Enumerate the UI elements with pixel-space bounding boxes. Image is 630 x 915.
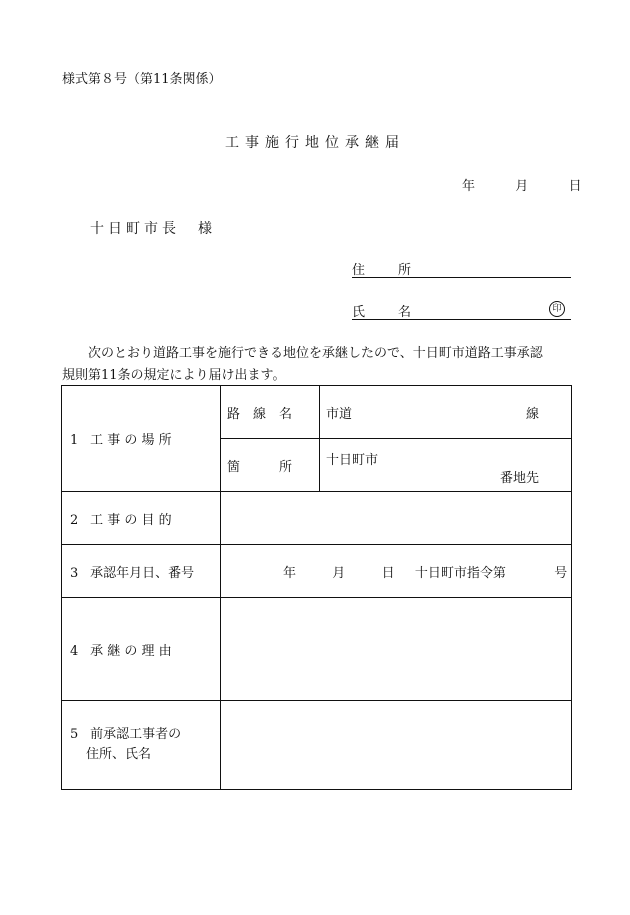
address-field[interactable] bbox=[352, 259, 571, 278]
name-field[interactable] bbox=[352, 301, 571, 320]
row-label-text: 工 事 の 目 的 bbox=[90, 512, 172, 528]
row-label-text: 工 事 の 場 所 bbox=[90, 433, 172, 448]
address-label: 住 所 bbox=[352, 263, 422, 278]
approval-number-label: 号 bbox=[554, 565, 568, 581]
place-prefix: 十日町市 bbox=[326, 453, 379, 468]
form-table bbox=[61, 385, 572, 790]
route-value-cell[interactable] bbox=[320, 386, 572, 439]
place-label-cell bbox=[221, 439, 320, 492]
row-label-location bbox=[62, 386, 221, 492]
row-number: 2 bbox=[70, 512, 79, 528]
date-day-label: 日 bbox=[568, 179, 582, 194]
body-line-1: 次のとおり道路工事を施行できる地位を承継したので、十日町市道路工事承認 bbox=[88, 346, 543, 361]
date-month-label: 月 bbox=[515, 179, 529, 194]
row-label-text: 承 継 の 理 由 bbox=[90, 643, 172, 659]
approval-day-label: 日 bbox=[381, 565, 395, 581]
row-number: 4 bbox=[70, 643, 79, 659]
approval-year-label: 年 bbox=[283, 565, 297, 581]
route-label: 路 線 名 bbox=[227, 406, 293, 422]
approval-month-label: 月 bbox=[332, 565, 346, 581]
route-prefix: 市道 bbox=[326, 406, 353, 422]
route-suffix: 線 bbox=[525, 406, 539, 422]
row-label-previous bbox=[62, 701, 221, 790]
row-number: 3 bbox=[70, 565, 79, 581]
row-number: 1 bbox=[70, 433, 79, 448]
route-label-cell bbox=[221, 386, 320, 439]
reason-value-cell[interactable] bbox=[221, 598, 572, 701]
purpose-value-cell[interactable] bbox=[221, 492, 572, 545]
date-year-label: 年 bbox=[462, 179, 476, 194]
name-label: 氏 名 bbox=[352, 305, 422, 320]
place-value-cell[interactable] bbox=[320, 439, 572, 492]
approval-value-cell[interactable] bbox=[221, 545, 572, 598]
body-line-2: 規則第11条の規定により届け出ます。 bbox=[62, 368, 286, 383]
row-label-text: 承認年月日、番号 bbox=[90, 565, 195, 581]
row-label-text-line2: 住所、氏名 bbox=[86, 747, 152, 762]
form-number: 様式第８号（第11条関係） bbox=[62, 72, 222, 87]
date-line bbox=[462, 175, 582, 194]
approval-directive-label: 十日町市指令第 bbox=[414, 565, 506, 581]
place-label: 箇 所 bbox=[227, 459, 293, 475]
seal-mark: 印 bbox=[549, 301, 565, 317]
body-text bbox=[62, 343, 572, 387]
row-label-purpose bbox=[62, 492, 221, 545]
row-label-text-line1: 前承認工事者の bbox=[90, 727, 182, 742]
row-label-reason bbox=[62, 598, 221, 701]
document-title: 工事施行地位承継届 bbox=[225, 135, 405, 151]
previous-value-cell[interactable] bbox=[221, 701, 572, 790]
addressee: 十日町市長 様 bbox=[90, 221, 216, 237]
row-label-approval bbox=[62, 545, 221, 598]
place-suffix: 番地先 bbox=[499, 471, 539, 486]
row-number: 5 bbox=[70, 727, 79, 742]
